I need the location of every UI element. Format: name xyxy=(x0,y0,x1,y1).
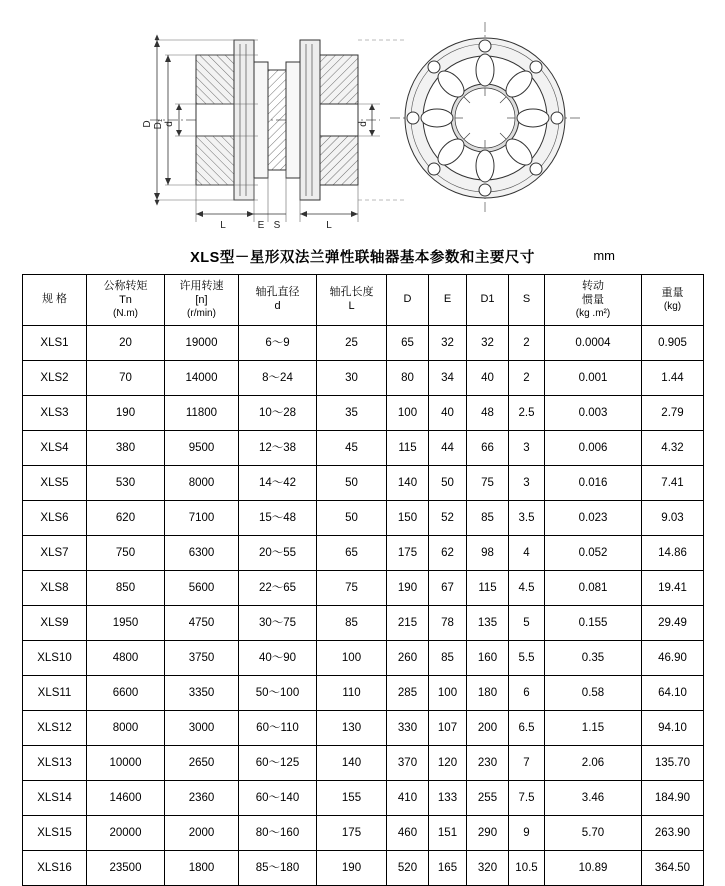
table-cell: 80～160 xyxy=(239,816,317,851)
table-cell: 260 xyxy=(387,641,429,676)
table-cell: 4.32 xyxy=(642,431,704,466)
col-header-S: S xyxy=(509,275,545,326)
table-cell: 45 xyxy=(317,431,387,466)
table-cell: 155 xyxy=(317,781,387,816)
spec-table-body xyxy=(23,326,704,886)
table-cell: 25 xyxy=(317,326,387,361)
table-row xyxy=(23,466,704,501)
table-cell: 0.58 xyxy=(545,676,642,711)
table-cell: 50 xyxy=(429,466,467,501)
cell-spec: XLS12 xyxy=(23,711,87,746)
col-header-D: D xyxy=(387,275,429,326)
cell-spec: XLS4 xyxy=(23,431,87,466)
table-cell: 190 xyxy=(87,396,165,431)
table-cell: 165 xyxy=(429,851,467,886)
table-cell: 115 xyxy=(467,571,509,606)
table-cell: 8～24 xyxy=(239,361,317,396)
table-cell: 30 xyxy=(317,361,387,396)
table-cell: 160 xyxy=(467,641,509,676)
table-cell: 2.06 xyxy=(545,746,642,781)
table-cell: 0.0004 xyxy=(545,326,642,361)
table-cell: 14000 xyxy=(165,361,239,396)
table-row xyxy=(23,851,704,886)
table-row xyxy=(23,326,704,361)
table-cell: 19000 xyxy=(165,326,239,361)
table-cell: 10.89 xyxy=(545,851,642,886)
table-cell: 15～48 xyxy=(239,501,317,536)
table-cell: 14600 xyxy=(87,781,165,816)
table-cell: 52 xyxy=(429,501,467,536)
table-cell: 107 xyxy=(429,711,467,746)
svg-text:D₁: D₁ xyxy=(153,118,164,130)
table-cell: 4 xyxy=(509,536,545,571)
table-cell: 9 xyxy=(509,816,545,851)
table-row xyxy=(23,816,704,851)
table-cell: 190 xyxy=(387,571,429,606)
table-cell: 80 xyxy=(387,361,429,396)
table-row xyxy=(23,746,704,781)
table-row xyxy=(23,606,704,641)
svg-text:d: d xyxy=(164,121,175,127)
table-cell: 85 xyxy=(467,501,509,536)
table-cell: 3000 xyxy=(165,711,239,746)
table-cell: 180 xyxy=(467,676,509,711)
table-cell: 4800 xyxy=(87,641,165,676)
table-cell: 6300 xyxy=(165,536,239,571)
table-cell: 100 xyxy=(317,641,387,676)
table-cell: 12～38 xyxy=(239,431,317,466)
table-cell: 530 xyxy=(87,466,165,501)
table-cell: 40 xyxy=(467,361,509,396)
table-cell: 3.46 xyxy=(545,781,642,816)
table-cell: 140 xyxy=(317,746,387,781)
table-row xyxy=(23,501,704,536)
table-cell: 70 xyxy=(87,361,165,396)
table-cell: 115 xyxy=(387,431,429,466)
table-cell: 620 xyxy=(87,501,165,536)
col-header-D1: D1 xyxy=(467,275,509,326)
table-cell: 40～90 xyxy=(239,641,317,676)
table-cell: 133 xyxy=(429,781,467,816)
table-cell: 320 xyxy=(467,851,509,886)
table-cell: 3 xyxy=(509,466,545,501)
table-cell: 850 xyxy=(87,571,165,606)
table-cell: 2650 xyxy=(165,746,239,781)
table-row xyxy=(23,571,704,606)
table-cell: 6～9 xyxy=(239,326,317,361)
table-row xyxy=(23,361,704,396)
table-cell: 200 xyxy=(467,711,509,746)
table-cell: 0.35 xyxy=(545,641,642,676)
table-cell: 62 xyxy=(429,536,467,571)
table-cell: 4750 xyxy=(165,606,239,641)
cell-spec: XLS14 xyxy=(23,781,87,816)
table-cell: 65 xyxy=(387,326,429,361)
table-cell: 8000 xyxy=(87,711,165,746)
table-cell: 5.70 xyxy=(545,816,642,851)
unit-label: mm xyxy=(593,248,615,263)
table-cell: 175 xyxy=(317,816,387,851)
table-row xyxy=(23,676,704,711)
table-cell: 5 xyxy=(509,606,545,641)
table-cell: 10.5 xyxy=(509,851,545,886)
table-cell: 2.5 xyxy=(509,396,545,431)
cell-spec: XLS13 xyxy=(23,746,87,781)
col-header-nominal-torque: 公称转矩 Tn (N.m) xyxy=(87,275,165,326)
cell-spec: XLS10 xyxy=(23,641,87,676)
table-cell: 46.90 xyxy=(642,641,704,676)
cell-spec: XLS16 xyxy=(23,851,87,886)
col-header-allowable-speed: 许用转速 [n] (r/min) xyxy=(165,275,239,326)
cell-spec: XLS1 xyxy=(23,326,87,361)
col-header-E: E xyxy=(429,275,467,326)
table-cell: 135.70 xyxy=(642,746,704,781)
col-header-weight: 重量 (kg) xyxy=(642,275,704,326)
table-cell: 5.5 xyxy=(509,641,545,676)
table-header-row xyxy=(23,275,704,326)
table-cell: 1.44 xyxy=(642,361,704,396)
table-cell: 290 xyxy=(467,816,509,851)
table-cell: 9.03 xyxy=(642,501,704,536)
page-title: XLS型－星形双法兰弹性联轴器基本参数和主要尺寸 xyxy=(190,250,535,266)
table-cell: 34 xyxy=(429,361,467,396)
svg-text:d: d xyxy=(358,121,369,127)
table-cell: 750 xyxy=(87,536,165,571)
table-cell: 3 xyxy=(509,431,545,466)
cell-spec: XLS8 xyxy=(23,571,87,606)
table-cell: 135 xyxy=(467,606,509,641)
table-cell: 0.052 xyxy=(545,536,642,571)
table-cell: 175 xyxy=(387,536,429,571)
table-cell: 32 xyxy=(429,326,467,361)
table-cell: 67 xyxy=(429,571,467,606)
table-cell: 370 xyxy=(387,746,429,781)
table-cell: 263.90 xyxy=(642,816,704,851)
table-cell: 94.10 xyxy=(642,711,704,746)
coupling-technical-drawing xyxy=(0,0,725,238)
table-cell: 29.49 xyxy=(642,606,704,641)
table-cell: 120 xyxy=(429,746,467,781)
table-row xyxy=(23,711,704,746)
table-cell: 7 xyxy=(509,746,545,781)
cell-spec: XLS3 xyxy=(23,396,87,431)
table-cell: 3350 xyxy=(165,676,239,711)
table-cell: 0.155 xyxy=(545,606,642,641)
table-cell: 40 xyxy=(429,396,467,431)
table-cell: 0.001 xyxy=(545,361,642,396)
table-cell: 7100 xyxy=(165,501,239,536)
cell-spec: XLS11 xyxy=(23,676,87,711)
table-cell: 44 xyxy=(429,431,467,466)
table-cell: 60～110 xyxy=(239,711,317,746)
table-cell: 85～180 xyxy=(239,851,317,886)
table-cell: 1.15 xyxy=(545,711,642,746)
table-cell: 0.003 xyxy=(545,396,642,431)
table-cell: 3750 xyxy=(165,641,239,676)
table-cell: 410 xyxy=(387,781,429,816)
col-header-spec: 规 格 xyxy=(23,275,87,326)
table-cell: 60～125 xyxy=(239,746,317,781)
svg-text:E: E xyxy=(257,220,265,231)
table-cell: 9500 xyxy=(165,431,239,466)
table-cell: 19.41 xyxy=(642,571,704,606)
table-cell: 2.79 xyxy=(642,396,704,431)
table-cell: 11800 xyxy=(165,396,239,431)
table-cell: 10～28 xyxy=(239,396,317,431)
cell-spec: XLS2 xyxy=(23,361,87,396)
table-cell: 35 xyxy=(317,396,387,431)
table-cell: 460 xyxy=(387,816,429,851)
table-cell: 230 xyxy=(467,746,509,781)
table-cell: 23500 xyxy=(87,851,165,886)
table-cell: 364.50 xyxy=(642,851,704,886)
table-cell: 6 xyxy=(509,676,545,711)
table-row xyxy=(23,396,704,431)
table-cell: 151 xyxy=(429,816,467,851)
cell-spec: XLS5 xyxy=(23,466,87,501)
table-cell: 85 xyxy=(429,641,467,676)
table-cell: 0.023 xyxy=(545,501,642,536)
table-cell: 0.081 xyxy=(545,571,642,606)
table-cell: 65 xyxy=(317,536,387,571)
cell-spec: XLS9 xyxy=(23,606,87,641)
table-cell: 66 xyxy=(467,431,509,466)
table-cell: 32 xyxy=(467,326,509,361)
table-cell: 130 xyxy=(317,711,387,746)
table-cell: 520 xyxy=(387,851,429,886)
table-cell: 4.5 xyxy=(509,571,545,606)
table-cell: 7.41 xyxy=(642,466,704,501)
table-cell: 10000 xyxy=(87,746,165,781)
title-row xyxy=(0,240,725,274)
table-cell: 190 xyxy=(317,851,387,886)
table-cell: 6.5 xyxy=(509,711,545,746)
table-row xyxy=(23,781,704,816)
table-cell: 110 xyxy=(317,676,387,711)
table-cell: 50 xyxy=(317,501,387,536)
table-row xyxy=(23,641,704,676)
spec-table-wrapper xyxy=(0,274,725,886)
table-cell: 0.006 xyxy=(545,431,642,466)
table-cell: 14～42 xyxy=(239,466,317,501)
table-row xyxy=(23,431,704,466)
table-cell: 1950 xyxy=(87,606,165,641)
table-cell: 184.90 xyxy=(642,781,704,816)
table-cell: 98 xyxy=(467,536,509,571)
cell-spec: XLS6 xyxy=(23,501,87,536)
table-cell: 85 xyxy=(317,606,387,641)
table-cell: 2000 xyxy=(165,816,239,851)
table-cell: 0.905 xyxy=(642,326,704,361)
table-row xyxy=(23,536,704,571)
table-cell: 2360 xyxy=(165,781,239,816)
table-cell: 150 xyxy=(387,501,429,536)
svg-text:S: S xyxy=(273,220,281,231)
table-cell: 2 xyxy=(509,361,545,396)
table-cell: 78 xyxy=(429,606,467,641)
table-cell: 50 xyxy=(317,466,387,501)
table-cell: 380 xyxy=(87,431,165,466)
spec-table xyxy=(22,274,704,886)
table-cell: 100 xyxy=(387,396,429,431)
table-cell: 5600 xyxy=(165,571,239,606)
table-cell: 1800 xyxy=(165,851,239,886)
table-cell: 50～100 xyxy=(239,676,317,711)
table-cell: 30～75 xyxy=(239,606,317,641)
table-cell: 20 xyxy=(87,326,165,361)
table-cell: 330 xyxy=(387,711,429,746)
table-cell: 20000 xyxy=(87,816,165,851)
col-header-bore-length: 轴孔长度 L xyxy=(317,275,387,326)
table-cell: 215 xyxy=(387,606,429,641)
table-cell: 0.016 xyxy=(545,466,642,501)
table-cell: 7.5 xyxy=(509,781,545,816)
svg-text:L: L xyxy=(326,220,332,231)
table-cell: 48 xyxy=(467,396,509,431)
col-header-bore-diameter: 轴孔直径 d xyxy=(239,275,317,326)
col-header-moment-of-inertia: 转动 惯量 (kg .m²) xyxy=(545,275,642,326)
table-cell: 6600 xyxy=(87,676,165,711)
table-cell: 3.5 xyxy=(509,501,545,536)
table-cell: 75 xyxy=(467,466,509,501)
cell-spec: XLS15 xyxy=(23,816,87,851)
table-cell: 100 xyxy=(429,676,467,711)
table-cell: 75 xyxy=(317,571,387,606)
svg-text:L: L xyxy=(220,220,226,231)
table-cell: 20～55 xyxy=(239,536,317,571)
cell-spec: XLS7 xyxy=(23,536,87,571)
table-cell: 64.10 xyxy=(642,676,704,711)
table-cell: 2 xyxy=(509,326,545,361)
table-cell: 14.86 xyxy=(642,536,704,571)
table-cell: 255 xyxy=(467,781,509,816)
table-cell: 60～140 xyxy=(239,781,317,816)
table-cell: 140 xyxy=(387,466,429,501)
table-cell: 285 xyxy=(387,676,429,711)
table-cell: 8000 xyxy=(165,466,239,501)
table-cell: 22～65 xyxy=(239,571,317,606)
svg-text:D: D xyxy=(142,120,153,128)
